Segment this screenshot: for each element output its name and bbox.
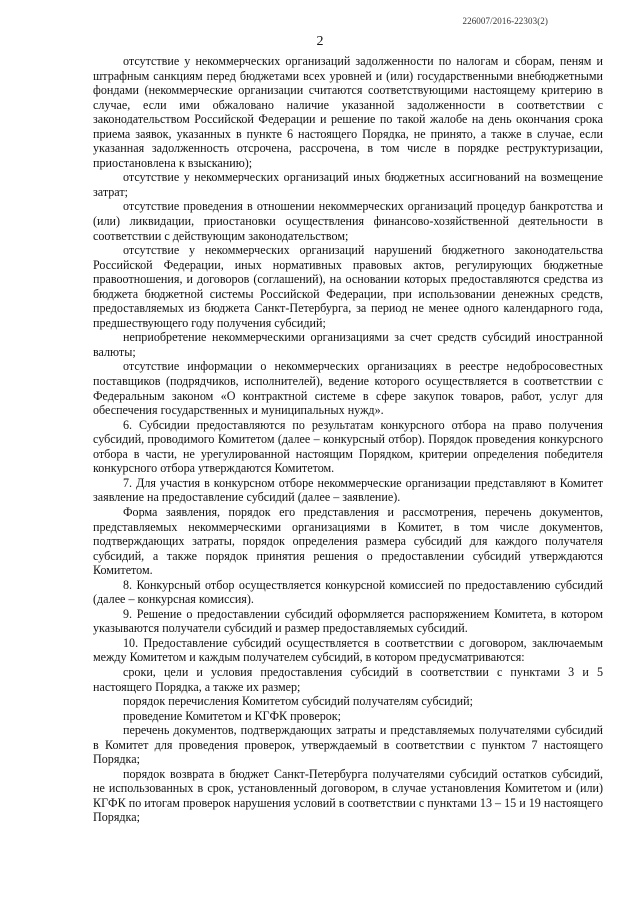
paragraph-no-tax-debt: отсутствие у некоммерческих организаций задолженности по налогам и сборам, пеням и штрафным санкциям перед бюджетами всех уровней и (или) государственными внебюджетными фондами (некоммерческие организации считаются соответствующими настоящему критерию в случае, если ими обжаловано наличие указанной задолженности в соответствии с законодательством Российской Федерации и решение по такой жалобе на день окончания срока приема заявок, указанных в пункте 6 настоящего Порядка, не принято, а также в случае, если указанная задолженность отсрочена, рассрочена, в том числе в порядке реструктуризации, приостановлена к взысканию); — [93, 54, 603, 170]
paragraph-inspections: проведение Комитетом и КГФК проверок; — [123, 708, 342, 723]
paragraph-item-10: 10. Предоставление субсидий осуществляется в соответствии с договором, заключаемым между Комитетом и каждым получателем субсидий, в котором предусматриваются: — [93, 635, 603, 665]
paragraph-terms-goals: сроки, цели и условия предоставления субсидий в соответствии с пунктами 3 и 5 настоящего Порядка, а также их размер; — [93, 664, 603, 694]
paragraph-item-9: 9. Решение о предоставлении субсидий оформляется распоряжением Комитета, в котором указываются получатели субсидий и размер предоставляемых субсидий. — [93, 606, 603, 636]
paragraph-item-7: 7. Для участия в конкурсном отборе некоммерческие организации представляют в Комитет заявление на предоставление субсидий (далее – заявление). — [93, 475, 603, 505]
document-body — [93, 54, 603, 825]
paragraph-refund-order: порядок возврата в бюджет Санкт-Петербурга получателями субсидий остатков субсидий, не использованных в срок, установленный договором, в случае установления Комитетом и (или) КГФК по итогам проверок нарушения условий в соответствии с пунктами 13 – 15 и 19 настоящего Порядка; — [93, 766, 603, 825]
paragraph-transfer-order: порядок перечисления Комитетом субсидий получателям субсидий; — [123, 694, 473, 709]
paragraph-documents-list: перечень документов, подтверждающих затраты и представляемых получателями субсидий в Комитет для проведения проверок, утверждаемый в соответствии с пунктом 7 настоящего Порядка; — [93, 723, 603, 767]
paragraph-no-foreign-currency: неприобретение некоммерческими организациями за счет средств субсидий иностранной валюты; — [93, 330, 603, 359]
paragraph-no-bankruptcy: отсутствие проведения в отношении некоммерческих организаций процедур банкротства и (или) ликвидации, приостановки осуществления финансово-хозяйственной деятельности в соответствии с действующим законодательством; — [93, 199, 603, 243]
paragraph-no-unfair-suppliers: отсутствие информации о некоммерческих организациях в реестре недобросовестных поставщиков (подрядчиков, исполнителей), ведение которого осуществляется в соответствии с Федеральным законом «О контрактной системе в сфере закупок товаров, работ, услуг для обеспечения государственных и муниципальных нужд». — [93, 359, 603, 418]
paragraph-no-budget-violations: отсутствие у некоммерческих организаций нарушений бюджетного законодательства Российской Федерации, иных нормативных правовых актов, регулирующих бюджетные правоотношения, и договоров (соглашений), на основании которых предоставляются средства из бюджета бюджетной системы Российской Федерации, при использовании денежных средств, предоставляемых из бюджета Санкт-Петербурга, за период не менее одного календарного года, предшествующего году получения субсидий; — [93, 243, 603, 330]
paragraph-item-6: 6. Субсидии предоставляются по результатам конкурсного отбора на право получения субсидий, проводимого Комитетом (далее – конкурсный отбор). Порядок проведения конкурсного отбора в части, не урегулированной настоящим Порядком, критерии определения победителя конкурсного отбора утверждаются Комитетом. — [93, 417, 603, 476]
paragraph-application-form: Форма заявления, порядок его представления и рассмотрения, перечень документов, представляемых некоммерческими организациями в Комитет, в том числе документов, подтверждающих затраты, порядок определения размера субсидий для каждого получателя субсидий, а также порядок принятия решения о предоставлении субсидий утверждаются Комитетом. — [93, 504, 603, 578]
page-number: 2 — [316, 34, 324, 49]
paragraph-item-8: 8. Конкурсный отбор осуществляется конкурсной комиссией по предоставлению субсидий (далее – конкурсная комиссия). — [93, 577, 603, 607]
paragraph-no-other-allocations: отсутствие у некоммерческих организаций иных бюджетных ассигнований на возмещение затрат; — [93, 170, 603, 199]
document-number: 226007/2016-22303(2) — [462, 16, 548, 26]
